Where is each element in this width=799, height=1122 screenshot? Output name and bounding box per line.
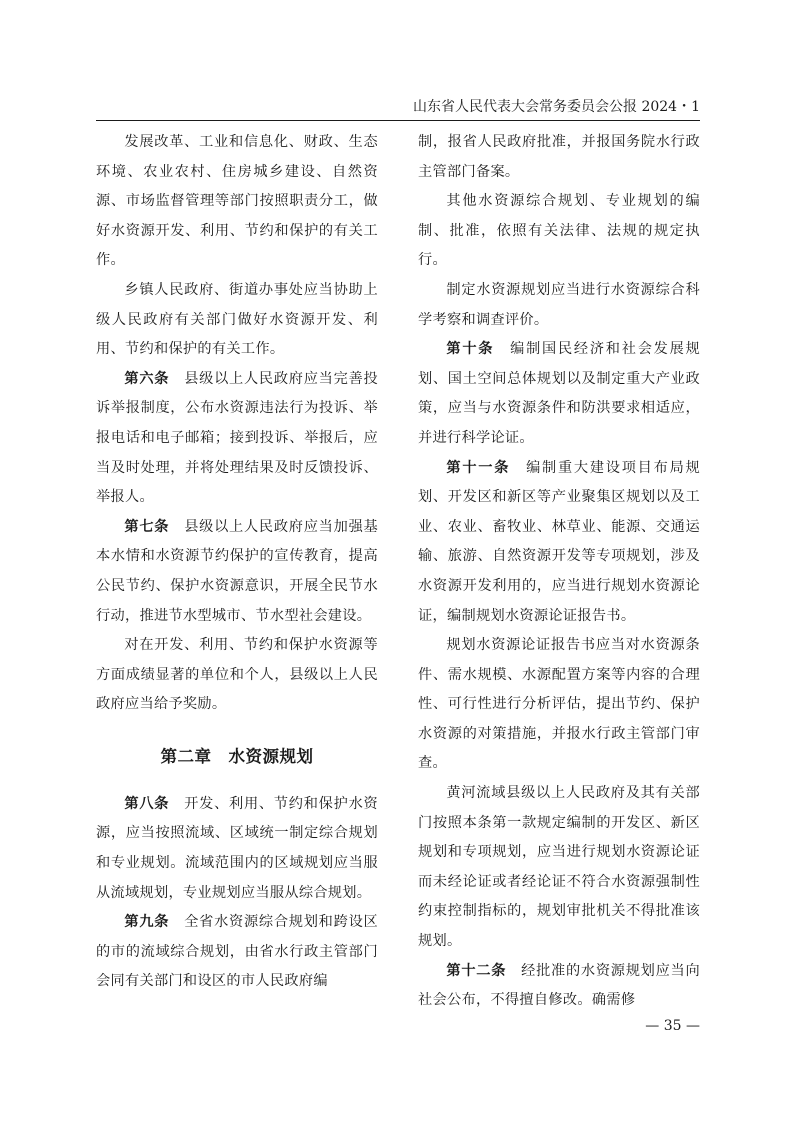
article-6-text: 县级以上人民政府应当完善投诉举报制度，公布水资源违法行为投诉、举报电话和电子邮箱；接到投诉、举报后，应当及时处理，并将处理结果及时反馈投诉、举报人。	[96, 370, 378, 506]
chapter-title: 第二章 水资源规划	[160, 746, 314, 766]
article-8-label: 第八条	[124, 795, 170, 812]
article-8-text: 开发、利用、节约和保护水资源，应当按照流域、区域统一制定综合规划和专业规划。流域范围内的区域规划应当服从流域规划，专业规划应当服从综合规划。	[96, 795, 378, 901]
paragraph-other-plans: 其他水资源综合规划、专业规划的编制、批准，依照有关法律、法规的规定执行。	[418, 193, 700, 269]
article-6	[96, 365, 378, 513]
article-10-text: 编制国民经济和社会发展规划、国土空间总体规划以及制定重大产业政策，应当与水资源条件和防洪要求相适应，并进行科学论证。	[418, 341, 700, 446]
running-header: 山东省人民代表大会常务委员会公报 2024・1	[413, 99, 700, 115]
article-7-text: 县级以上人民政府应当加强基本水情和水资源节约保护的宣传教育，提高公民节约、保护水资源意识，开展全民节水行动，推进节水型城市、节水型社会建设。	[96, 518, 378, 624]
page-number: — 35 —	[645, 1018, 700, 1034]
paragraph-yellow-river: 黄河流域县级以上人民政府及其有关部门按照本条第一款规定编制的开发区、新区规划和专项规划，应当进行规划水资源论证而未经论证或者经论证不符合水资源强制性约束控制指标的，规划审批机关不得批准该规划。	[418, 785, 700, 950]
article-9-label: 第九条	[124, 914, 170, 931]
article-12	[418, 957, 700, 1016]
article-9	[96, 908, 378, 997]
paragraph-survey: 制定水资源规划应当进行水资源综合科学考察和调查评价。	[418, 281, 700, 328]
article-12-label: 第十二条	[446, 962, 507, 979]
article-12-text: 经批准的水资源规划应当向社会公布，不得擅自修改。确需修	[418, 962, 700, 1009]
paragraph-departments: 发展改革、工业和信息化、财政、生态环境、农业农村、住房城乡建设、自然资源、市场监督管理等部门按照职责分工，做好水资源开发、利用、节约和保护的有关工作。	[96, 134, 378, 269]
article-7-label: 第七条	[124, 518, 170, 535]
article-7	[96, 513, 378, 631]
article-11-label: 第十一条	[446, 459, 511, 476]
header-rule	[96, 120, 700, 121]
paragraph-report: 规划水资源论证报告书应当对水资源条件、需水规模、水源配置方案等内容的合理性、可行性进行分析评估，提出节约、保护水资源的对策措施，并报水行政主管部门审查。	[418, 637, 700, 772]
article-10	[418, 335, 700, 453]
paragraph-townships: 乡镇人民政府、街道办事处应当协助上级人民政府有关部门做好水资源开发、利用、节约和保护的有关工作。	[96, 281, 378, 358]
paragraph-reward: 对在开发、利用、节约和保护水资源等方面成绩显著的单位和个人，县级以上人民政府应当给予奖励。	[96, 637, 378, 713]
article-11	[418, 454, 700, 632]
left-column	[96, 128, 378, 997]
article-11-text: 编制重大建设项目布局规划、开发区和新区等产业聚集区规划以及工业、农业、畜牧业、林草业、能源、交通运输、旅游、自然资源开发等专项规划，涉及水资源开发利用的，应当进行规划水资源论证，编制规划水资源论证报告书。	[418, 459, 700, 624]
paragraph-continuation: 制，报省人民政府批准，并报国务院水行政主管部门备案。	[418, 134, 700, 180]
article-8	[96, 790, 378, 908]
article-9-text: 全省水资源综合规划和跨设区的市的流域综合规划，由省水行政主管部门会同有关部门和设区的市人民政府编	[96, 914, 378, 990]
article-10-label: 第十条	[446, 341, 495, 358]
right-column	[418, 128, 700, 1016]
article-6-label: 第六条	[124, 370, 170, 387]
